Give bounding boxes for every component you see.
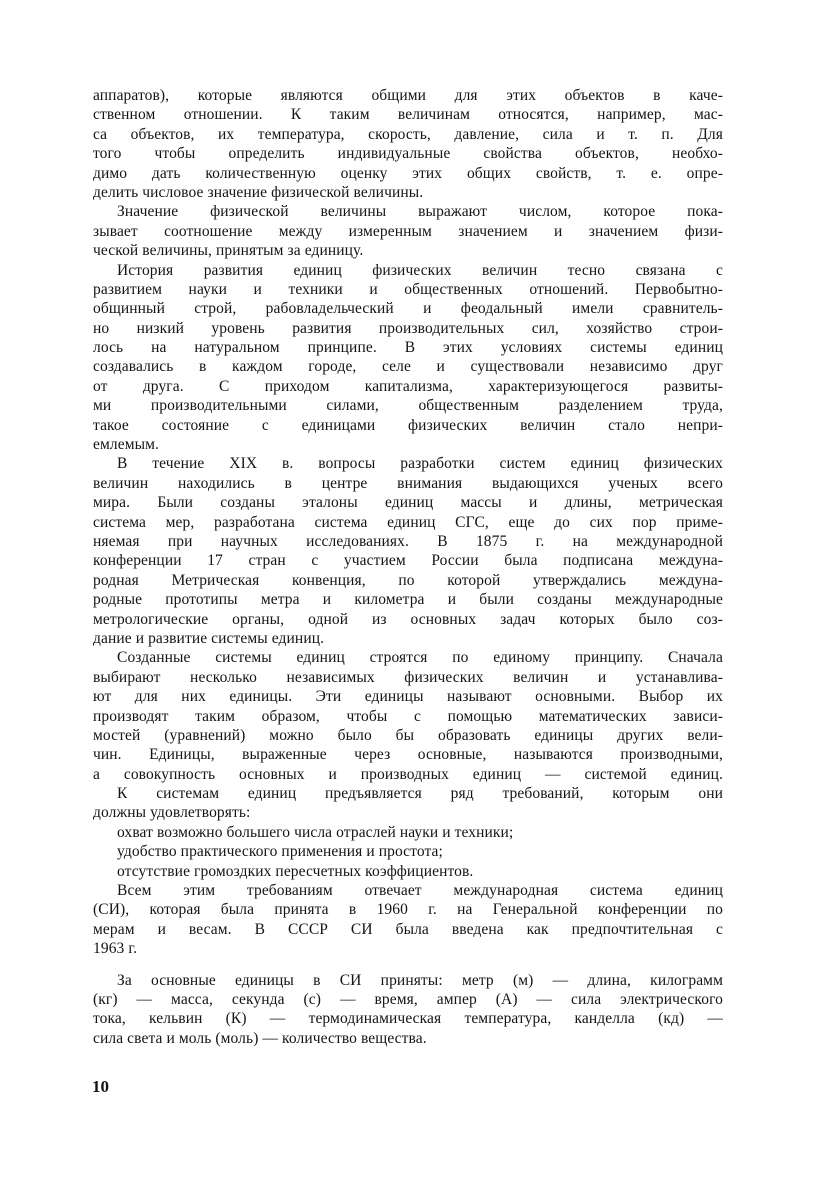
text-line: того чтобы определить индивидуальные свойства объектов, необхо- xyxy=(93,145,723,163)
text-line: дание и развитие системы единиц. xyxy=(93,629,325,647)
text-line: ческой величины, принятым за единицу. xyxy=(93,242,364,260)
text-line: аппаратов), которые являются общими для этих объектов в каче- xyxy=(93,87,723,104)
text-line: Созданные системы единиц строятся по единому принципу. Сначала xyxy=(117,649,723,667)
text-line: чин. Единицы, выраженные через основные, называются производными, xyxy=(93,746,723,764)
text-line: За основные единицы в СИ приняты: метр (м) — длина, килограмм xyxy=(117,971,723,989)
text-line: Значение физической величины выражают числом, которое пока- xyxy=(117,203,723,221)
text-line: димо дать количественную оценку этих общих свойств, т. е. опре- xyxy=(93,164,723,182)
text-line: родные прототипы метра и километра и были созданы международные xyxy=(93,591,723,609)
list-requirements xyxy=(93,823,723,881)
paragraph-value xyxy=(93,202,723,260)
text-line: а совокупность основных и производных единиц — системой единиц. xyxy=(93,765,723,783)
text-line: но низкий уровень развития производительных сил, хозяйство строи- xyxy=(93,319,723,337)
text-line: емлемым. xyxy=(93,436,160,454)
text-line: должны удовлетворять: xyxy=(93,804,251,822)
page-text xyxy=(93,86,723,1048)
text-line: мерам и весам. В СССР СИ была введена как предпочтительная с xyxy=(93,920,723,938)
text-line: конференции 17 стран с участием России была подписана междуна- xyxy=(93,552,723,570)
spacer xyxy=(93,959,723,971)
text-line: В течение XIX в. вопросы разработки систем единиц физических xyxy=(117,455,723,473)
text-line: от друга. С приходом капитализма, характеризующегося развиты- xyxy=(93,377,723,395)
text-line: система мер, разработана система единиц СГС, еще до сих пор приме- xyxy=(93,513,723,531)
text-line: метрологические органы, одной из основных задач которых было соз- xyxy=(93,610,723,628)
text-line: Всем этим требованиям отвечает международная система единиц xyxy=(117,882,723,900)
text-line: К системам единиц предъявляется ряд требований, которым они xyxy=(117,785,723,803)
list-item: отсутствие громоздких пересчетных коэффициентов. xyxy=(117,862,474,880)
text-line: общинный строй, рабовладельческий и феодальный имели сравнитель- xyxy=(93,300,723,318)
text-line: создавались в каждом городе, селе и существовали независимо друг xyxy=(93,358,723,376)
text-line: ственном отношении. К таким величинам относятся, например, мас- xyxy=(93,106,723,124)
text-line: ми производительными силами, общественным разделением труда, xyxy=(93,397,723,415)
text-line: 1963 г. xyxy=(93,940,138,958)
paragraph-19th-century xyxy=(93,454,723,648)
page-number: 10 xyxy=(92,1077,109,1096)
text-line: мира. Были созданы эталоны единиц массы и длины, метрическая xyxy=(93,494,723,512)
text-line: сила света и моль (моль) — количество вещества. xyxy=(93,1029,427,1047)
paragraph-requirements xyxy=(93,784,723,823)
paragraph-principle xyxy=(93,648,723,784)
paragraph-si xyxy=(93,881,723,959)
text-line: такое состояние с единицами физических величин стало непри- xyxy=(93,416,723,434)
text-line: делить числовое значение физической величины. xyxy=(93,183,424,201)
text-line: выбирают несколько независимых физических величин и устанавлива- xyxy=(93,668,723,686)
text-line: (СИ), которая была принята в 1960 г. на Генеральной конференции по xyxy=(93,901,723,919)
text-line: величин находились в центре внимания выдающихся ученых всего xyxy=(93,474,723,492)
text-line: мостей (уравнений) можно было бы образовать единицы других вели- xyxy=(93,726,723,744)
text-line: тока, кельвин (К) — термодинамическая температура, канделла (кд) — xyxy=(93,1010,723,1028)
text-line: няемая при научных исследованиях. В 1875 г. на международной xyxy=(93,532,723,550)
text-line: ют для них единицы. Эти единицы называют основными. Выбор их xyxy=(93,688,723,706)
list-item: охват возможно большего числа отраслей науки и техники; xyxy=(117,823,514,841)
text-line: родная Метрическая конвенция, по которой утверждались междуна- xyxy=(93,571,723,589)
text-line: производят таким образом, чтобы с помощью математических зависи- xyxy=(93,707,723,725)
paragraph-base-units xyxy=(93,971,723,1049)
text-line: лось на натуральном принципе. В этих условиях системы единиц xyxy=(93,339,723,357)
text-line: зывает соотношение между измеренным значением и значением физи- xyxy=(93,222,723,240)
text-line: развитием науки и техники и общественных отношений. Первобытно- xyxy=(93,280,723,298)
text-line: са объектов, их температура, скорость, давление, сила и т. п. Для xyxy=(93,125,723,143)
text-line: (кг) — масса, секунда (с) — время, ампер (А) — сила электрического xyxy=(93,990,723,1008)
text-line: История развития единиц физических величин тесно связана с xyxy=(117,261,723,279)
paragraph-history xyxy=(93,261,723,455)
paragraph-intro xyxy=(93,86,723,202)
list-item: удобство практического применения и простота; xyxy=(117,843,443,861)
